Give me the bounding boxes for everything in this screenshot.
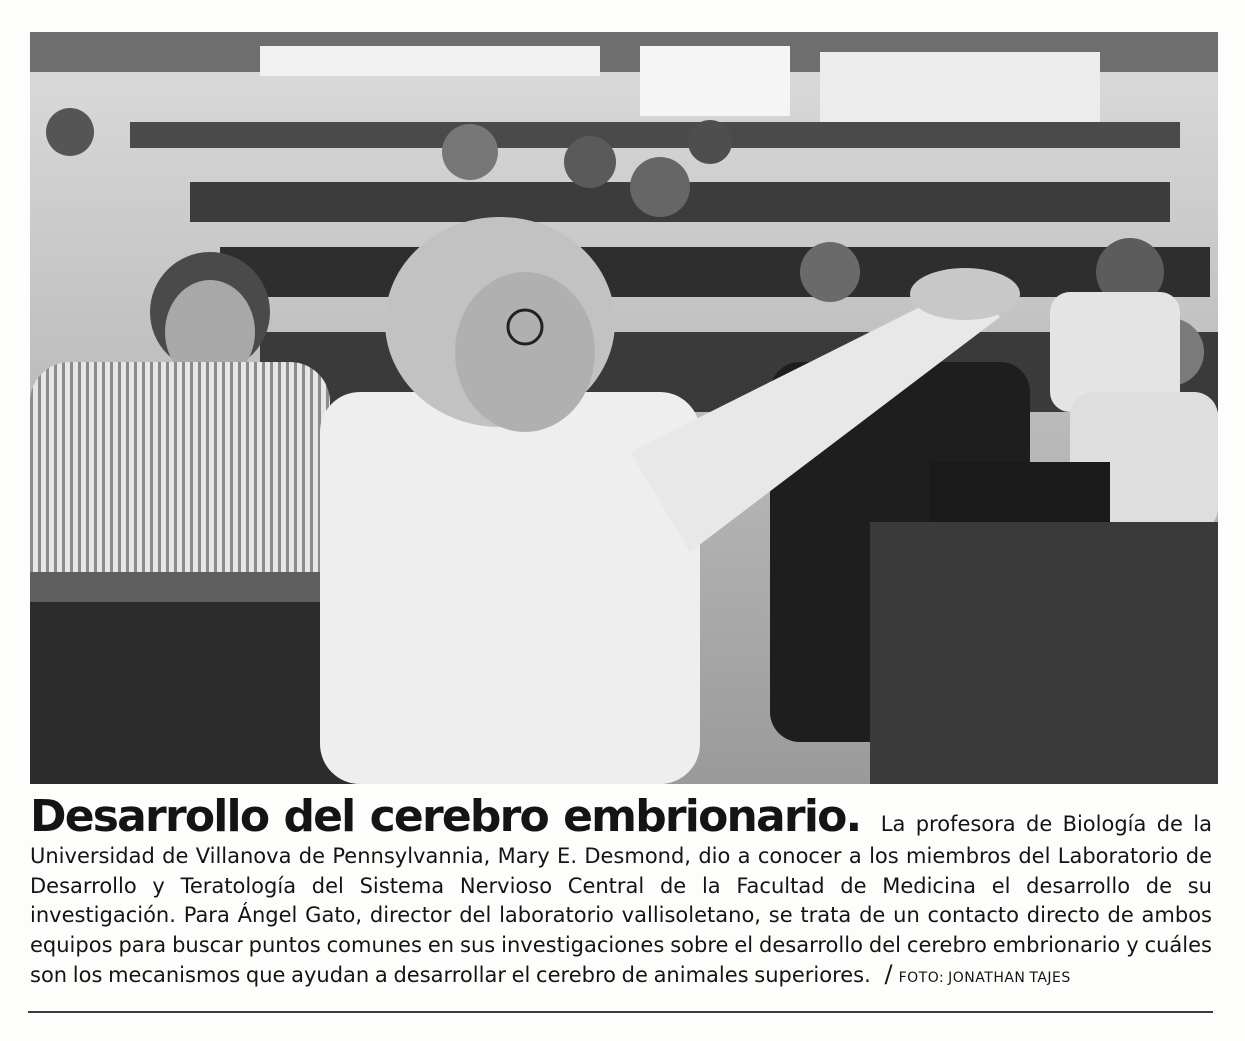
credit-separator: / — [884, 960, 893, 988]
object-on-desk — [930, 462, 1110, 522]
desk — [30, 572, 360, 784]
caption-body: La profesora de Biología de la Universidad de Villanova de Pennsylvannia, Mary E. Desmond, dio a conocer a los miembros del Laboratorio de Desarrollo y Teratología del Sistema Nervioso Central de la Facultad de Medicina el desarrollo de su investigación. Para Ángel Gato, director del laboratorio vallisoletano, se trata de un contacto directo de ambos equipos para buscar puntos comunes en sus investigaciones sobre el desarrollo del cerebro embrionario y cuáles son los mecanismos que ayudan a desarrollar el cerebro de animales superiores. — [30, 812, 1212, 987]
window — [640, 46, 790, 116]
person-head — [800, 242, 860, 302]
professor-hand — [910, 268, 1020, 320]
bottom-rule — [28, 1011, 1213, 1013]
person-head — [564, 136, 616, 188]
person-head — [688, 120, 732, 164]
professor-face — [455, 272, 595, 432]
bench-row — [220, 247, 1210, 297]
caption-headline: Desarrollo del cerebro embrionario. — [30, 791, 861, 842]
photo-caption — [30, 792, 1212, 994]
person-head — [630, 157, 690, 217]
photo-credit: FOTO: JONATHAN TAJES — [898, 970, 1071, 986]
lecture-hall-photo — [30, 32, 1218, 784]
news-photo — [30, 32, 1218, 784]
window — [260, 46, 600, 76]
desk — [870, 522, 1218, 784]
bench-row — [130, 122, 1180, 148]
person-head — [442, 124, 498, 180]
person-head — [46, 108, 94, 156]
desk-edge — [30, 572, 360, 602]
